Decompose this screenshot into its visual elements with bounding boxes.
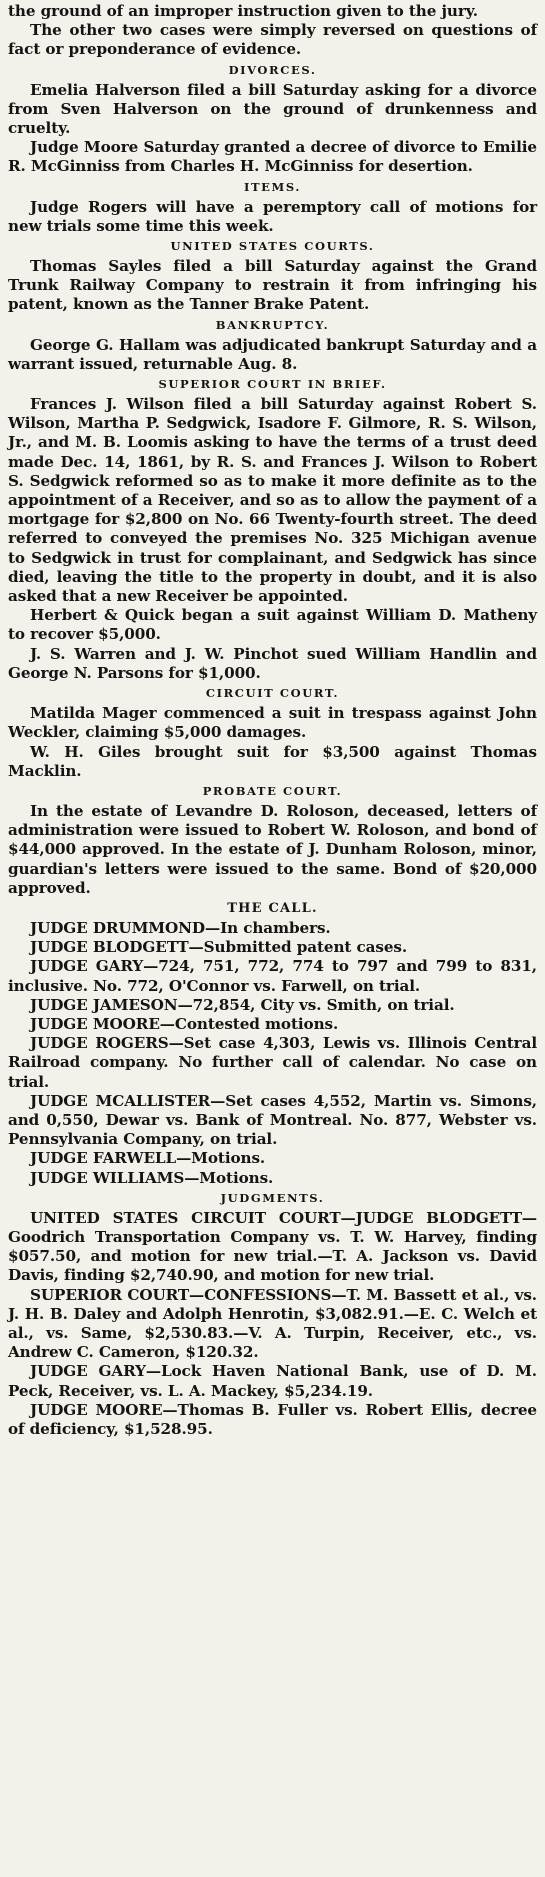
call-entry-6: JUDGE ROGERS—Set case 4,303, Lewis vs. Illinois Central Railroad company. No further call of calendar. No case on trial. [8,1034,537,1091]
judgment-entry-3: JUDGE GARY—Lock Haven National Bank, use of D. M. Peck, Receiver, vs. L. A. Mackey, $5,234.19. [8,1362,537,1400]
call-entry-8: JUDGE FARWELL—Motions. [30,1149,266,1168]
intro-paragraph-1: the ground of an improper instruction given to the jury. [8,2,478,20]
section-heading-circuit-court: CIRCUIT COURT. [205,686,340,701]
call-entry-3: JUDGE GARY—724, 751, 772, 774 to 797 and 799 to 831, inclusive. No. 772, O'Connor vs. Farwell, on trial. [8,957,537,995]
circuit-paragraph-1: Matilda Mager commenced a suit in trespass against John Weckler, claiming $5,000 damages. [8,704,537,742]
judgment-entry-1: UNITED STATES CIRCUIT COURT—JUDGE BLODGETT—Goodrich Transportation Company vs. T. W. Harvey, finding $057.50, and motion for new trial.—T. A. Jackson vs. David Davis, finding $2,740.90, and motion for new trial. [8,1208,537,1285]
intro-paragraph-2: The other two cases were simply reversed on questions of fact or preponderance of evidence. [8,21,537,59]
section-heading-judgments: JUDGMENTS. [220,1190,325,1205]
probate-paragraph-1: In the estate of Levandre D. Roloson, deceased, letters of administration were issued to Robert W. Roloson, and bond of $44,000 approved. In the estate of J. Dunham Roloson, minor, guardian's letters were issued to the same. Bond of $20,000 approved. [8,801,537,897]
section-heading-superior-court: SUPERIOR COURT IN BRIEF. [158,377,387,392]
section-heading-the-call: THE CALL. [227,900,318,916]
circuit-paragraph-2: W. H. Giles brought suit for $3,500 against Thomas Macklin. [8,742,537,780]
call-entry-9: JUDGE WILLIAMS—Motions. [30,1168,274,1187]
section-heading-divorces: DIVORCES. [228,62,317,77]
section-heading-us-courts: UNITED STATES COURTS. [170,239,375,254]
judgment-entry-2: SUPERIOR COURT—CONFESSIONS—T. M. Bassett et al., vs. J. H. B. Daley and Adolph Henrotin, $3,082.91.—E. C. Welch et al., vs. Same, $2,530.83.—V. A. Turpin, Receiver, etc., vs. Andrew C. Cameron, $120.32. [8,1285,537,1362]
call-entry-2: JUDGE BLODGETT—Submitted patent cases. [30,938,408,957]
items-paragraph-1: Judge Rogers will have a peremptory call of motions for new trials some time this week. [8,197,537,235]
section-heading-bankruptcy: BANKRUPTCY. [215,317,330,332]
judgment-entry-4: JUDGE MOORE—Thomas B. Fuller vs. Robert Ellis, decree of deficiency, $1,528.95. [8,1400,537,1438]
call-entry-4: JUDGE JAMESON—72,854, City vs. Smith, on trial. [30,995,455,1014]
superior-paragraph-1: Frances J. Wilson filed a bill Saturday against Robert S. Wilson, Martha P. Sedgwick, Isadore F. Gilmore, R. S. Wilson, Jr., and M. B. Loomis asking to have the terms of a trust deed made Dec. 14, 1861, by R. S. and Frances J. Wilson to Robert S. Sedgwick reformed so as to make it more definite as to the appointment of a Receiver, and so as to allow the payment of a mortgage for $2,800 on No. 66 Twenty-fourth street. The deed referred to conveyed the premises No. 325 Michigan avenue to Sedgwick in trust for complainant, and Sedgwick has since died, leaving the title to the property in doubt, and it is also asked that a new Receiver be appointed. [8,395,537,606]
call-entry-5: JUDGE MOORE—Contested motions. [30,1014,339,1033]
call-entry-1: JUDGE DRUMMOND—In chambers. [30,918,331,937]
us-courts-paragraph-1: Thomas Sayles filed a bill Saturday against the Grand Trunk Railway Company to restrain it from infringing his patent, known as the Tanner Brake Patent. [8,257,537,314]
bankruptcy-paragraph-1: George G. Hallam was adjudicated bankrupt Saturday and a warrant issued, returnable Aug. 8. [8,335,537,373]
superior-paragraph-3: J. S. Warren and J. W. Pinchot sued William Handlin and George N. Parsons for $1,000. [8,644,537,682]
call-entry-7: JUDGE MCALLISTER—Set cases 4,552, Martin vs. Simons, and 0,550, Dewar vs. Bank of Montreal. No. 877, Webster vs. Pennsylvania Company, on trial. [8,1091,537,1149]
divorces-paragraph-1: Emelia Halverson filed a bill Saturday asking for a divorce from Sven Halverson on the ground of drunkenness and cruelty. [8,80,537,138]
section-heading-items: ITEMS. [244,179,301,194]
divorces-paragraph-2: Judge Moore Saturday granted a decree of divorce to Emilie R. McGinniss from Charles H. McGinniss for desertion. [8,138,537,176]
superior-paragraph-2: Herbert & Quick began a suit against William D. Matheny to recover $5,000. [8,606,537,644]
section-heading-probate-court: PROBATE COURT. [202,783,343,798]
